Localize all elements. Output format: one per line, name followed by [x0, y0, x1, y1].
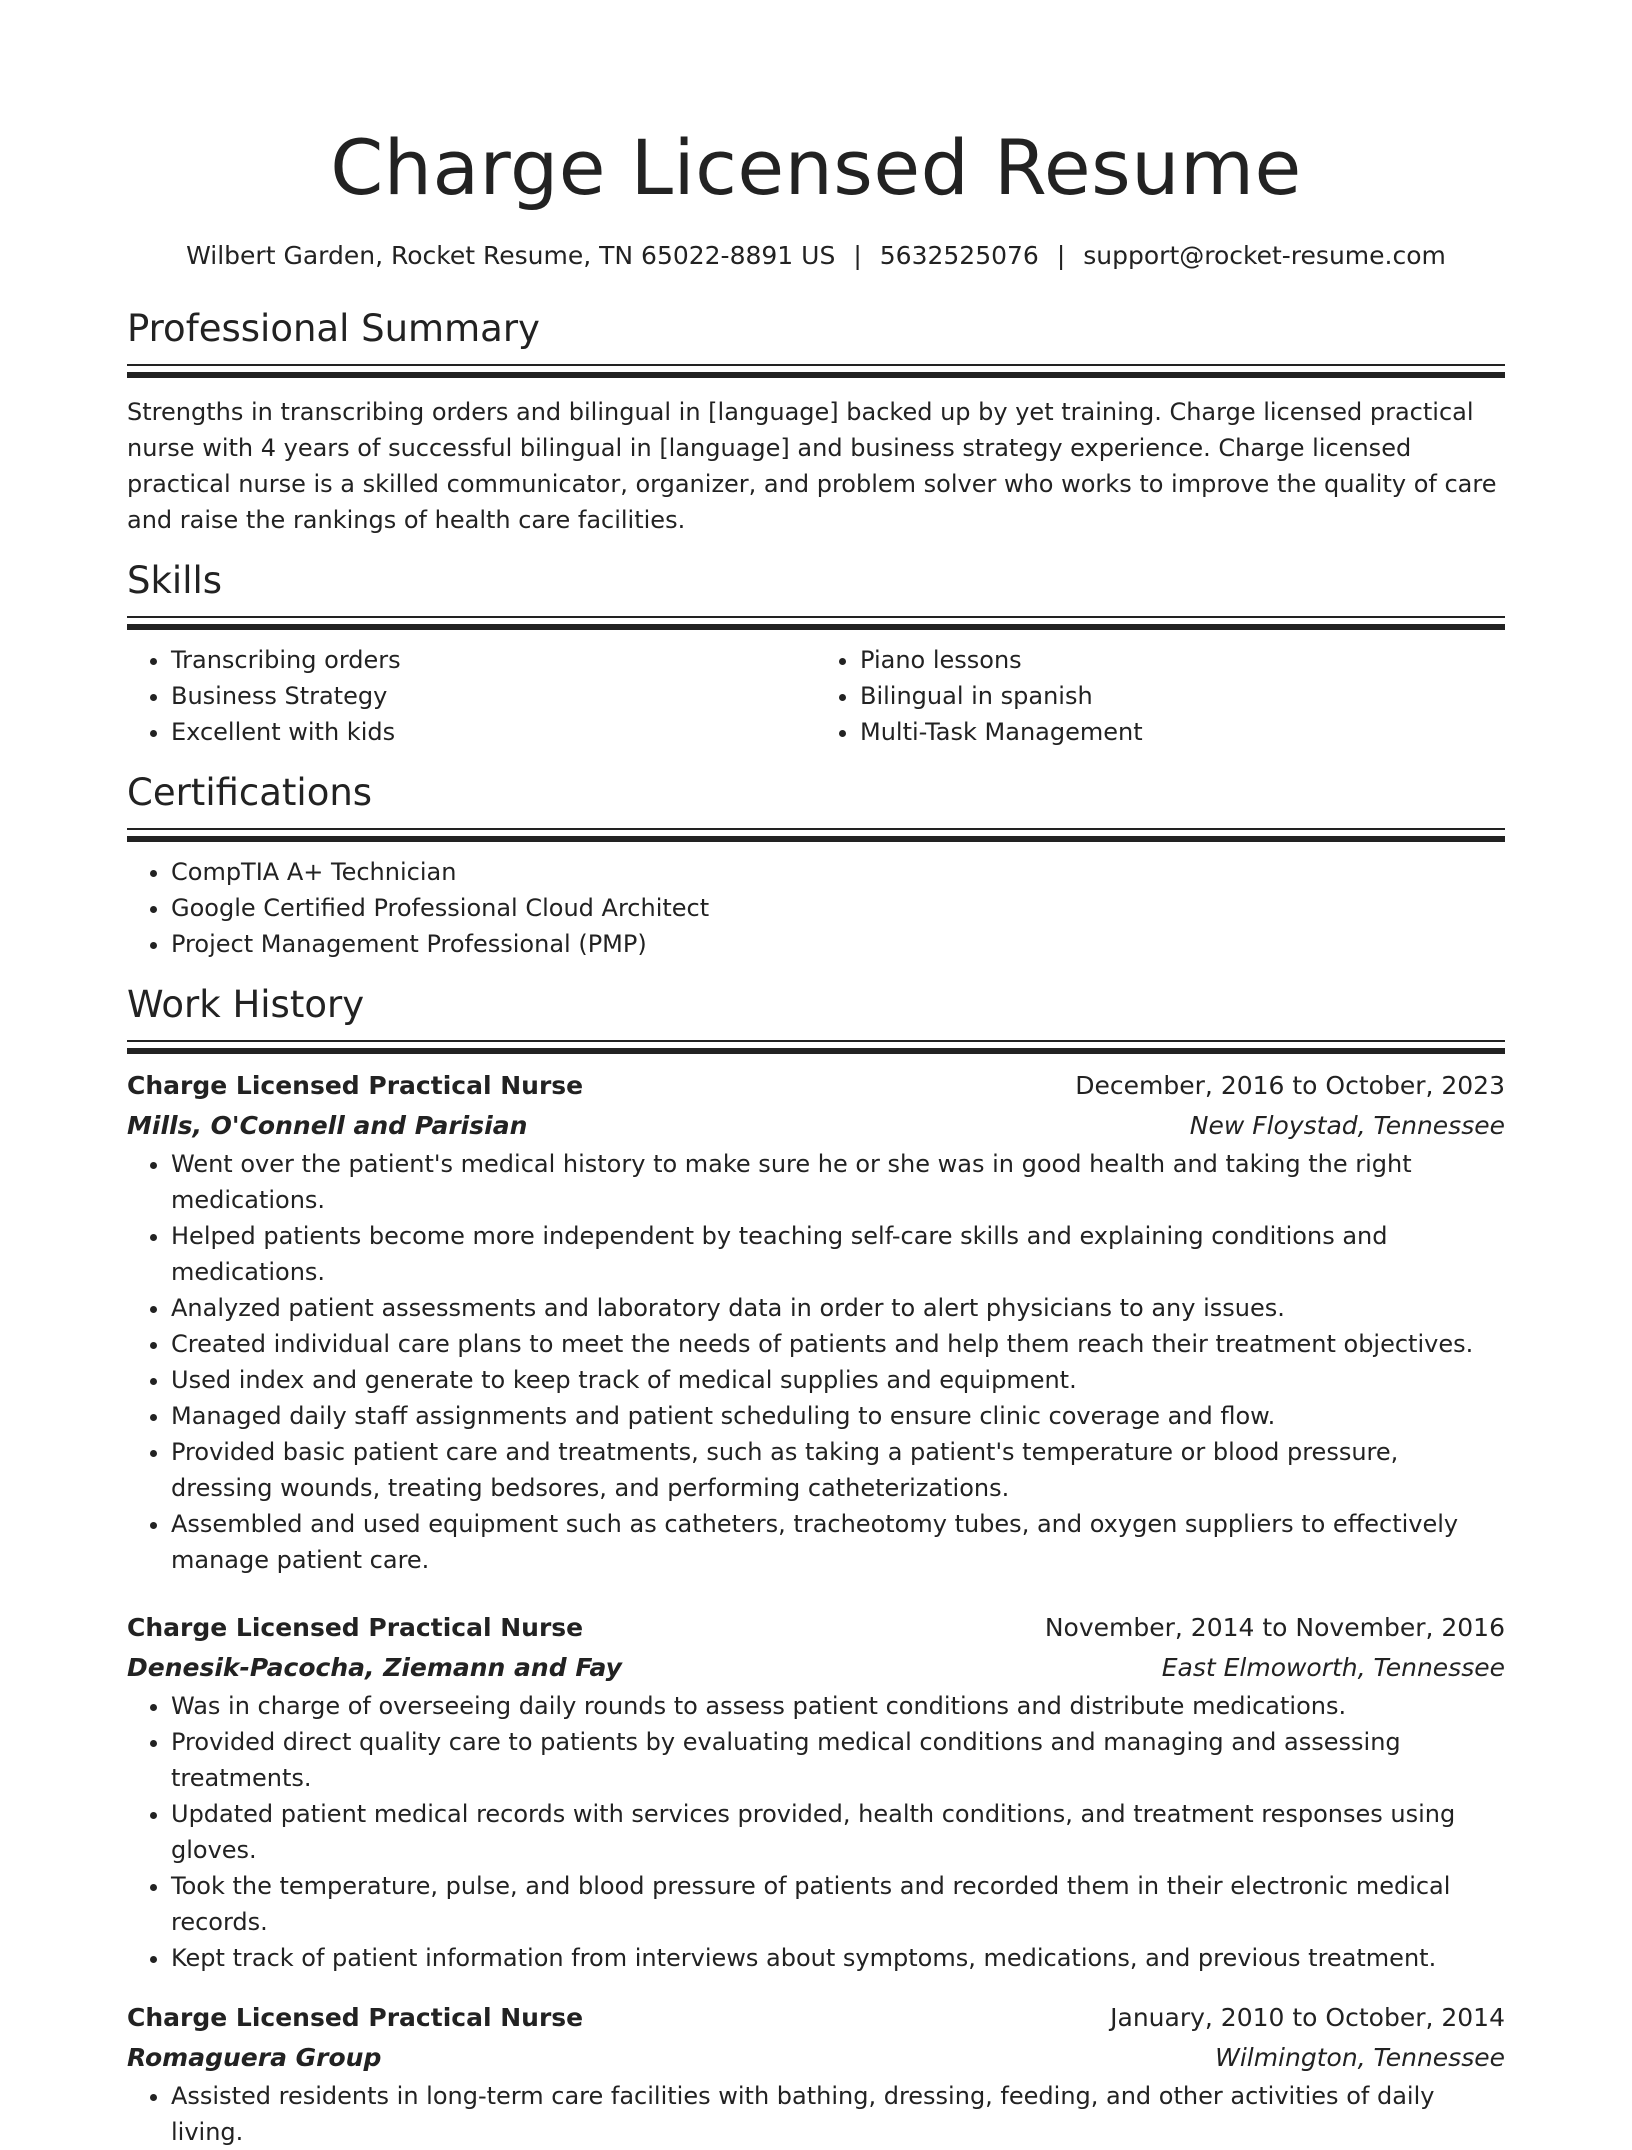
job-bullet: • Used index and generate to keep track of medical supplies and equipment. [171, 1362, 1505, 1398]
contact-phone: 5632525076 [879, 241, 1039, 270]
work-history-section [127, 982, 1505, 2150]
job-bullets [127, 1146, 1505, 1578]
skills-section [127, 558, 1505, 750]
summary-text: Strengths in transcribing orders and bilingual in [language] backed up by yet training. Charge licensed practical nurse with 4 years of successful bilingual in [language] and business strategy experience. Charge licensed practical nurse is a skilled communicator, organizer, and problem solver who works to improve the quality of care and raise the rankings of health care facilities. [127, 398, 1497, 534]
job-header [127, 1998, 1505, 2038]
job-bullets [127, 1688, 1505, 1976]
job-bullets [127, 2078, 1505, 2150]
section-divider [127, 616, 1505, 630]
contact-line [127, 240, 1505, 272]
job-dates: January, 2010 to October, 2014 [1110, 2003, 1505, 2032]
certifications-list [127, 854, 1505, 962]
job-title: Charge Licensed Practical Nurse [127, 2003, 584, 2032]
section-divider [127, 1040, 1505, 1054]
job-entry [127, 1608, 1505, 1976]
job-company: Mills, O'Connell and Parisian [127, 1111, 528, 1140]
skills-list-right [816, 642, 1505, 750]
skill-item: • Transcribing orders [171, 642, 816, 678]
certifications-section [127, 770, 1505, 962]
certification-item: • Google Certified Professional Cloud Architect [171, 890, 1505, 926]
job-bullet: • Went over the patient's medical history to make sure he or she was in good health and taking the right medications. [171, 1146, 1505, 1218]
skill-item: • Excellent with kids [171, 714, 816, 750]
certification-item: • CompTIA A+ Technician [171, 854, 1505, 890]
skill-item: • Piano lessons [860, 642, 1505, 678]
contact-separator: | [853, 241, 862, 270]
section-divider [127, 828, 1505, 842]
summary-heading: Professional Summary [127, 307, 540, 350]
skills-heading: Skills [127, 559, 223, 602]
contact-separator: | [1056, 241, 1066, 270]
skills-list-left [127, 642, 816, 750]
job-bullet: • Provided direct quality care to patients by evaluating medical conditions and managing and assessing treatments. [171, 1724, 1505, 1796]
job-subheader [127, 1106, 1505, 1146]
skills-grid [127, 642, 1505, 750]
certification-item: • Project Management Professional (PMP) [171, 926, 1505, 962]
job-bullet: • Kept track of patient information from interviews about symptoms, medications, and previous treatment. [171, 1940, 1505, 1976]
section-divider [127, 364, 1505, 378]
job-header [127, 1066, 1505, 1106]
job-dates: November, 2014 to November, 2016 [1044, 1613, 1505, 1642]
job-header [127, 1608, 1505, 1648]
job-entry [127, 1066, 1505, 1578]
job-bullet: • Was in charge of overseeing daily rounds to assess patient conditions and distribute medications. [171, 1688, 1505, 1724]
job-bullet: • Assisted residents in long-term care facilities with bathing, dressing, feeding, and other activities of daily living. [171, 2078, 1505, 2150]
job-location: East Elmoworth, Tennessee [1161, 1653, 1505, 1682]
job-bullet: • Created individual care plans to meet the needs of patients and help them reach their treatment objectives. [171, 1326, 1505, 1362]
job-bullet: • Helped patients become more independent by teaching self-care skills and explaining conditions and medications. [171, 1218, 1505, 1290]
job-entry [127, 1998, 1505, 2150]
summary-section [127, 306, 1505, 538]
job-title: Charge Licensed Practical Nurse [127, 1071, 584, 1100]
contact-email: support@rocket-resume.com [1083, 241, 1446, 270]
contact-address: Wilbert Garden, Rocket Resume, TN 65022-8891 US [186, 241, 836, 270]
job-subheader [127, 2038, 1505, 2078]
resume-title: Charge Licensed Resume [330, 123, 1302, 212]
job-location: Wilmington, Tennessee [1215, 2043, 1505, 2072]
job-company: Denesik-Pacocha, Ziemann and Fay [127, 1653, 622, 1682]
certifications-heading: Certifications [127, 771, 373, 814]
job-bullet: • Provided basic patient care and treatments, such as taking a patient's temperature or blood pressure, dressing wounds, treating bedsores, and performing catheterizations. [171, 1434, 1505, 1506]
job-bullet: • Took the temperature, pulse, and blood pressure of patients and recorded them in their electronic medical records. [171, 1868, 1505, 1940]
job-location: New Floystad, Tennessee [1189, 1111, 1505, 1140]
job-company: Romaguera Group [127, 2043, 382, 2072]
job-subheader [127, 1648, 1505, 1688]
skill-item: • Multi-Task Management [860, 714, 1505, 750]
job-bullet: • Managed daily staff assignments and patient scheduling to ensure clinic coverage and flow. [171, 1398, 1505, 1434]
job-bullet: • Analyzed patient assessments and laboratory data in order to alert physicians to any issues. [171, 1290, 1505, 1326]
job-title: Charge Licensed Practical Nurse [127, 1613, 584, 1642]
skill-item: • Business Strategy [171, 678, 816, 714]
skill-item: • Bilingual in spanish [860, 678, 1505, 714]
work-history-heading: Work History [127, 983, 365, 1026]
job-bullet: • Assembled and used equipment such as catheters, tracheotomy tubes, and oxygen suppliers to effectively manage patient care. [171, 1506, 1505, 1578]
job-dates: December, 2016 to October, 2023 [1075, 1071, 1505, 1100]
job-bullet: • Updated patient medical records with services provided, health conditions, and treatment responses using gloves. [171, 1796, 1505, 1868]
